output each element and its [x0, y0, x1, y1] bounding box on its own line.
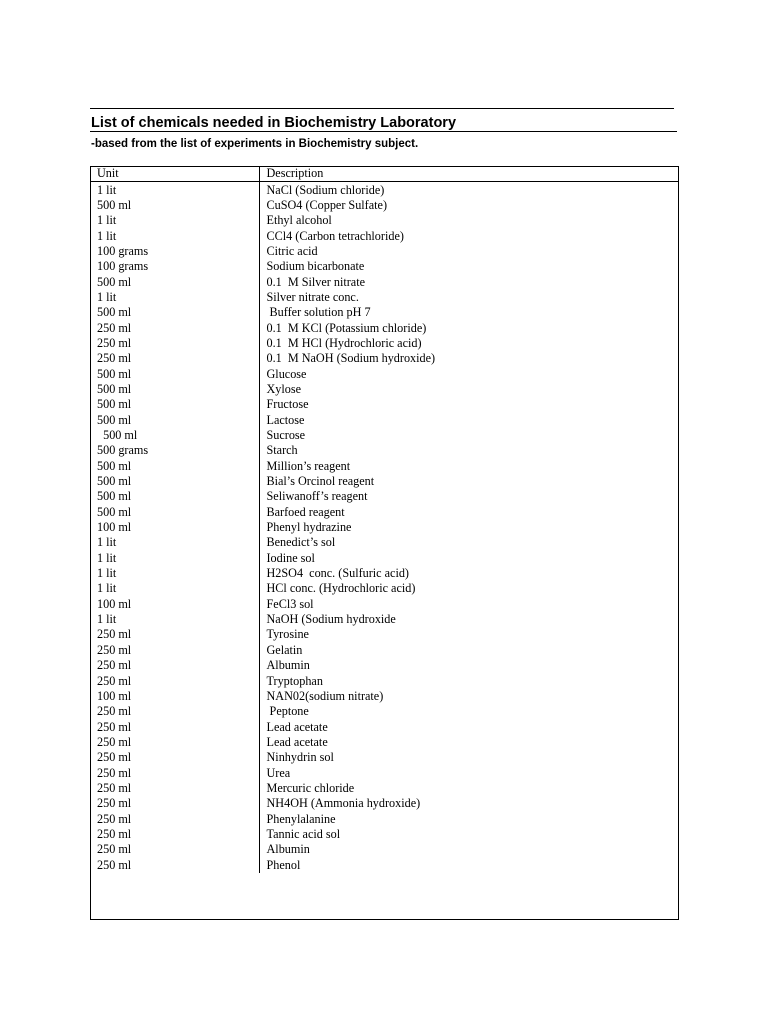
unit-cell: 500 ml [90, 198, 259, 213]
description-cell: Starch [266, 443, 298, 458]
description-cell: Lead acetate [266, 734, 328, 749]
description-cell: Bial’s Orcinol reagent [266, 474, 375, 489]
table-row [90, 443, 678, 458]
description-cell: 0.1 M Silver nitrate [266, 274, 365, 289]
unit-cell: 500 ml [90, 382, 259, 397]
table-row [90, 811, 678, 826]
description-cell: 0.1 M NaOH (Sodium hydroxide) [266, 351, 436, 366]
description-cell: NaCl (Sodium chloride) [266, 182, 385, 197]
table-row [90, 796, 678, 811]
table-row [90, 336, 678, 351]
description-cell: Albumin [266, 658, 310, 673]
unit-cell: 1 lit [90, 213, 259, 228]
table-row [90, 689, 678, 704]
unit-cell: 250 ml [90, 781, 259, 796]
unit-cell: 100 grams [90, 244, 259, 259]
description-cell: Citric acid [266, 243, 318, 258]
description-cell: NaOH (Sodium hydroxide [266, 612, 396, 627]
description-cell: CCl4 (Carbon tetrachloride) [266, 228, 404, 243]
table-row [90, 581, 678, 596]
table-row [90, 474, 678, 489]
description-cell: Tannic acid sol [266, 826, 341, 841]
table-body [90, 182, 678, 873]
unit-cell: 100 ml [90, 520, 259, 535]
description-cell: Phenyl hydrazine [266, 520, 352, 535]
table-row [90, 182, 678, 198]
description-cell: Phenol [266, 857, 301, 872]
unit-cell: 500 ml [90, 366, 259, 381]
description-cell: Iodine sol [266, 550, 315, 565]
unit-cell: 250 ml [90, 719, 259, 734]
unit-cell: 250 ml [90, 765, 259, 780]
description-cell: Silver nitrate conc. [266, 289, 359, 304]
unit-cell: 250 ml [90, 811, 259, 826]
unit-cell: 1 lit [90, 566, 259, 581]
unit-cell: 1 lit [90, 612, 259, 627]
table-row [90, 244, 678, 259]
description-cell: 0.1 M HCl (Hydrochloric acid) [266, 335, 422, 350]
table-header-row [90, 166, 678, 182]
description-cell: Million’s reagent [266, 458, 351, 473]
unit-cell: 250 ml [90, 750, 259, 765]
unit-cell: 250 ml [90, 320, 259, 335]
unit-cell: 250 ml [90, 796, 259, 811]
description-cell: NAN02(sodium nitrate) [266, 688, 384, 703]
description-cell: Phenylalanine [266, 811, 336, 826]
description-column-header: Description [259, 166, 678, 182]
description-cell: Glucose [266, 366, 307, 381]
description-cell: Sodium bicarbonate [266, 259, 365, 274]
unit-cell: 100 grams [90, 259, 259, 274]
table-row [90, 719, 678, 734]
table-row [90, 673, 678, 688]
description-cell: Barfoed reagent [266, 504, 345, 519]
description-cell: 0.1 M KCl (Potassium chloride) [266, 320, 427, 335]
description-cell: Gelatin [266, 642, 303, 657]
unit-cell: 1 lit [90, 182, 259, 198]
unit-cell: 1 lit [90, 581, 259, 596]
description-cell: Xylose [266, 381, 302, 396]
description-cell: Seliwanoff’s reagent [266, 489, 368, 504]
chemicals-table [90, 166, 678, 873]
unit-cell: 250 ml [90, 673, 259, 688]
table-row [90, 750, 678, 765]
unit-cell: 500 ml [90, 413, 259, 428]
table-row [90, 413, 678, 428]
description-cell: Buffer solution pH 7 [266, 305, 371, 320]
table-row [90, 505, 678, 520]
table-row [90, 735, 678, 750]
description-cell: FeCl3 sol [266, 596, 314, 611]
description-cell: Sucrose [266, 428, 306, 443]
description-cell: CuSO4 (Copper Sulfate) [266, 197, 388, 212]
table-row [90, 612, 678, 627]
table-row [90, 535, 678, 550]
unit-cell: 500 ml [90, 428, 259, 443]
description-cell: Fructose [266, 397, 309, 412]
table-row [90, 290, 678, 305]
table-row [90, 842, 678, 857]
unit-cell: 500 ml [90, 489, 259, 504]
description-cell: Ethyl alcohol [266, 213, 332, 228]
unit-cell: 500 ml [90, 474, 259, 489]
unit-cell: 250 ml [90, 857, 259, 872]
table-row [90, 428, 678, 443]
unit-cell: 250 ml [90, 627, 259, 642]
description-cell: Albumin [266, 842, 310, 857]
table-row [90, 459, 678, 474]
table-row [90, 643, 678, 658]
unit-cell: 500 ml [90, 305, 259, 320]
unit-cell: 500 ml [90, 505, 259, 520]
table-row [90, 366, 678, 381]
description-cell: Tyrosine [266, 627, 309, 642]
table-row [90, 781, 678, 796]
unit-cell: 1 lit [90, 290, 259, 305]
table-row [90, 827, 678, 842]
description-cell: HCl conc. (Hydrochloric acid) [266, 581, 416, 596]
document-subtitle: -based from the list of experiments in Biochemistry subject. [91, 138, 419, 150]
unit-cell: 250 ml [90, 827, 259, 842]
table-row [90, 520, 678, 535]
description-cell: Lead acetate [266, 719, 328, 734]
unit-cell: 500 ml [90, 274, 259, 289]
unit-cell: 100 ml [90, 689, 259, 704]
table-row [90, 597, 678, 612]
description-cell: Peptone [266, 704, 309, 719]
unit-cell: 500 ml [90, 459, 259, 474]
table-row [90, 704, 678, 719]
unit-cell: 250 ml [90, 735, 259, 750]
table-row [90, 765, 678, 780]
table-row [90, 305, 678, 320]
unit-cell: 250 ml [90, 658, 259, 673]
table-row [90, 551, 678, 566]
table-row [90, 259, 678, 274]
table-row [90, 351, 678, 366]
description-cell: Lactose [266, 412, 305, 427]
table-row [90, 566, 678, 581]
header-divider [90, 108, 674, 109]
description-cell: Urea [266, 765, 291, 780]
table-row [90, 397, 678, 412]
description-cell: H2SO4 conc. (Sulfuric acid) [266, 566, 409, 581]
description-cell: Tryptophan [266, 673, 323, 688]
table-row [90, 213, 678, 228]
unit-cell: 1 lit [90, 535, 259, 550]
table-row [90, 198, 678, 213]
table-row [90, 857, 678, 872]
table-row [90, 274, 678, 289]
unit-cell: 250 ml [90, 704, 259, 719]
unit-cell: 500 ml [90, 397, 259, 412]
unit-column-header: Unit [90, 166, 259, 182]
description-cell: Benedict’s sol [266, 535, 336, 550]
table-row [90, 489, 678, 504]
table-row [90, 382, 678, 397]
unit-cell: 1 lit [90, 228, 259, 243]
unit-cell: 250 ml [90, 643, 259, 658]
table-row [90, 658, 678, 673]
unit-cell: 100 ml [90, 597, 259, 612]
unit-cell: 1 lit [90, 551, 259, 566]
unit-cell: 250 ml [90, 336, 259, 351]
unit-cell: 500 grams [90, 443, 259, 458]
description-cell: NH4OH (Ammonia hydroxide) [266, 796, 421, 811]
unit-cell: 250 ml [90, 842, 259, 857]
table-row [90, 320, 678, 335]
title-underline [90, 131, 677, 132]
table-row [90, 627, 678, 642]
table-row [90, 228, 678, 243]
description-cell: Mercuric chloride [266, 780, 355, 795]
document-title: List of chemicals needed in Biochemistry Laboratory [91, 115, 457, 131]
description-cell: Ninhydrin sol [266, 750, 334, 765]
unit-cell: 250 ml [90, 351, 259, 366]
